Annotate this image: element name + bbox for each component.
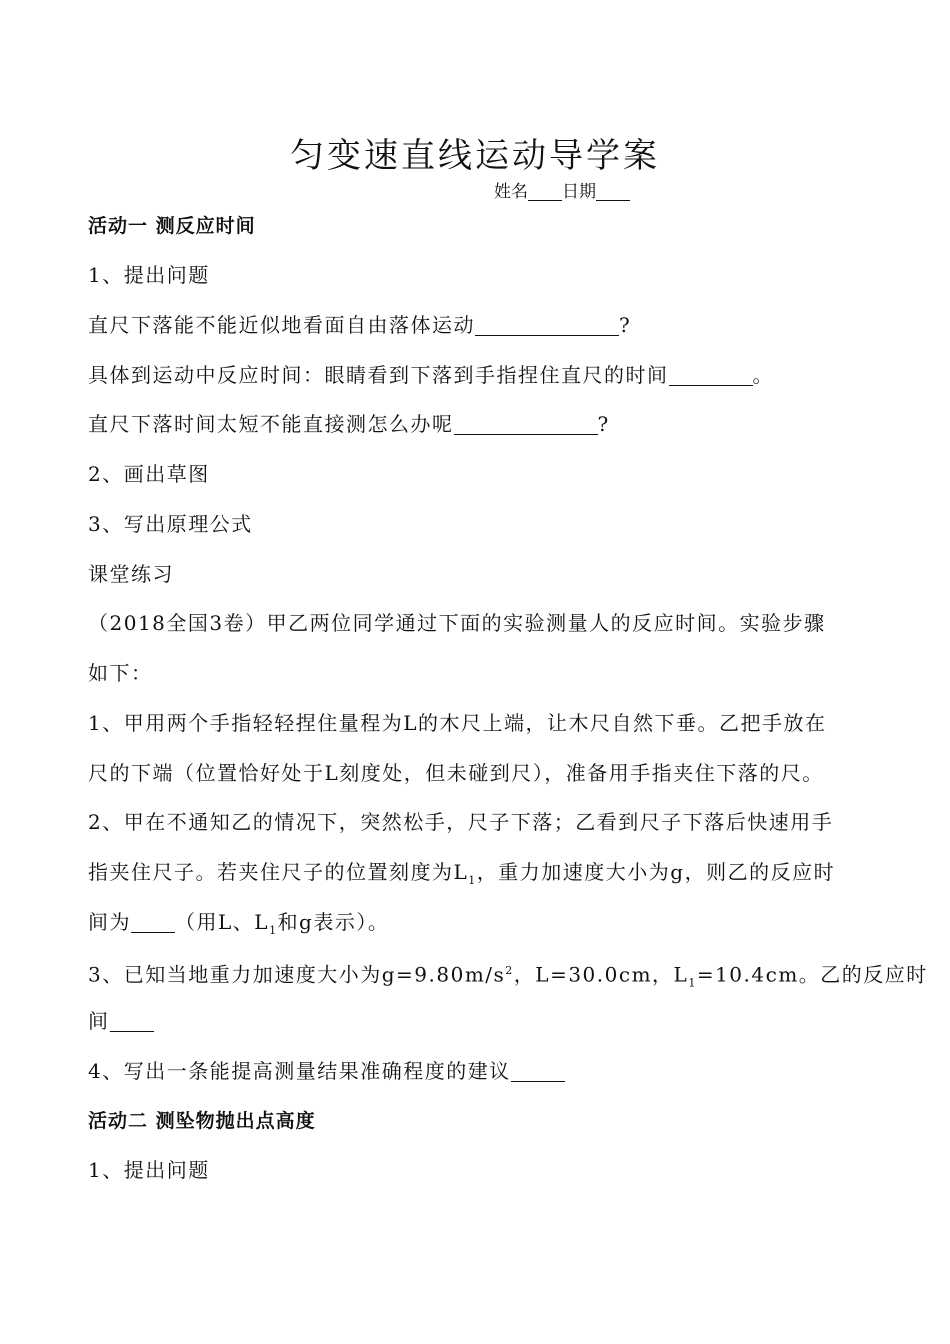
activity1-heading: 活动一 测反应时间 <box>88 215 256 237</box>
exercise-intro-line1: （2018全国3卷）甲乙两位同学通过下面的实验测量人的反应时间。实验步骤 <box>88 611 826 635</box>
question-2-blank <box>669 365 753 386</box>
exercise-step2-line3-a: 间为 <box>88 910 131 934</box>
question-1-text: 直尺下落能不能近似地看面自由落体运动 <box>88 313 475 337</box>
practice-heading: 课堂练习 <box>88 562 174 586</box>
answer-blank-reaction-time <box>110 1011 154 1032</box>
exercise-step2-line2-b: ，重力加速度大小为g，则乙的反应时 <box>476 860 836 884</box>
activity1-step3: 3、写出原理公式 <box>88 512 253 536</box>
exercise-step3-line1-c: =10.4cm。乙的反应时 <box>696 962 928 987</box>
answer-blank-reaction-formula <box>131 912 175 933</box>
question-2-end: 。 <box>752 363 774 387</box>
question-3-text: 直尺下落时间太短不能直接测怎么办呢 <box>88 412 454 436</box>
exercise-step2-line2-a: 指夹住尺子。若夹住尺子的位置刻度为L <box>88 860 469 884</box>
date-label: 日期 <box>562 182 596 202</box>
exercise-step1-line1: 1、甲用两个手指轻轻捏住量程为L的木尺上端，让木尺自然下垂。乙把手放在 <box>88 711 827 735</box>
name-label: 姓名 <box>494 182 528 202</box>
exercise-step2-line3 <box>88 908 389 945</box>
activity1-step2: 2、画出草图 <box>88 462 210 486</box>
exercise-step3-line1-a: 3、已知当地重力加速度大小为g=9.80m/s <box>88 962 506 987</box>
subscript-1: 1 <box>269 924 278 937</box>
page-title: 匀变速直线运动导学案 <box>290 136 660 176</box>
activity2-heading: 活动二 测坠物抛出点高度 <box>88 1110 316 1132</box>
question-2 <box>88 361 774 389</box>
exercise-step1-line2: 尺的下端（位置恰好处于L刻度处，但未碰到尺），准备用手指夹住下落的尺。 <box>88 761 824 785</box>
name-date-line <box>494 177 630 202</box>
name-blank <box>528 180 562 201</box>
date-blank <box>596 180 630 201</box>
subscript-1: 1 <box>468 874 477 887</box>
exercise-step4 <box>88 1057 565 1085</box>
question-1-end: ? <box>619 313 632 337</box>
question-3 <box>88 410 610 438</box>
activity2-step1: 1、提出问题 <box>88 1158 210 1182</box>
answer-blank-suggestion <box>511 1061 565 1082</box>
exercise-step2-line3-c: 和g表示）。 <box>277 910 390 934</box>
question-1-blank <box>475 315 619 336</box>
exercise-step2-line3-b: （用L、L <box>175 910 270 934</box>
question-1 <box>88 311 631 339</box>
exercise-step3-line1 <box>88 957 928 998</box>
exercise-step2-line2 <box>88 858 835 895</box>
question-3-blank <box>454 414 598 435</box>
exercise-step3-line2-text: 间 <box>88 1009 110 1033</box>
exercise-intro-line2: 如下： <box>88 661 153 685</box>
exercise-step4-text: 4、写出一条能提高测量结果准确程度的建议 <box>88 1059 511 1083</box>
exercise-step2-line1: 2、甲在不通知乙的情况下，突然松手，尺子下落；乙看到尺子下落后快速用手 <box>88 810 834 834</box>
activity1-step1: 1、提出问题 <box>88 263 210 287</box>
question-3-end: ? <box>597 412 610 436</box>
question-2-text: 具体到运动中反应时间：眼睛看到下落到手指捏住直尺的时间 <box>88 363 669 387</box>
exercise-step3-line1-b: ，L=30.0cm，L <box>513 962 689 987</box>
subscript-1: 1 <box>688 976 697 990</box>
superscript-2: 2 <box>505 964 514 977</box>
exercise-step3-line2 <box>88 1007 154 1035</box>
